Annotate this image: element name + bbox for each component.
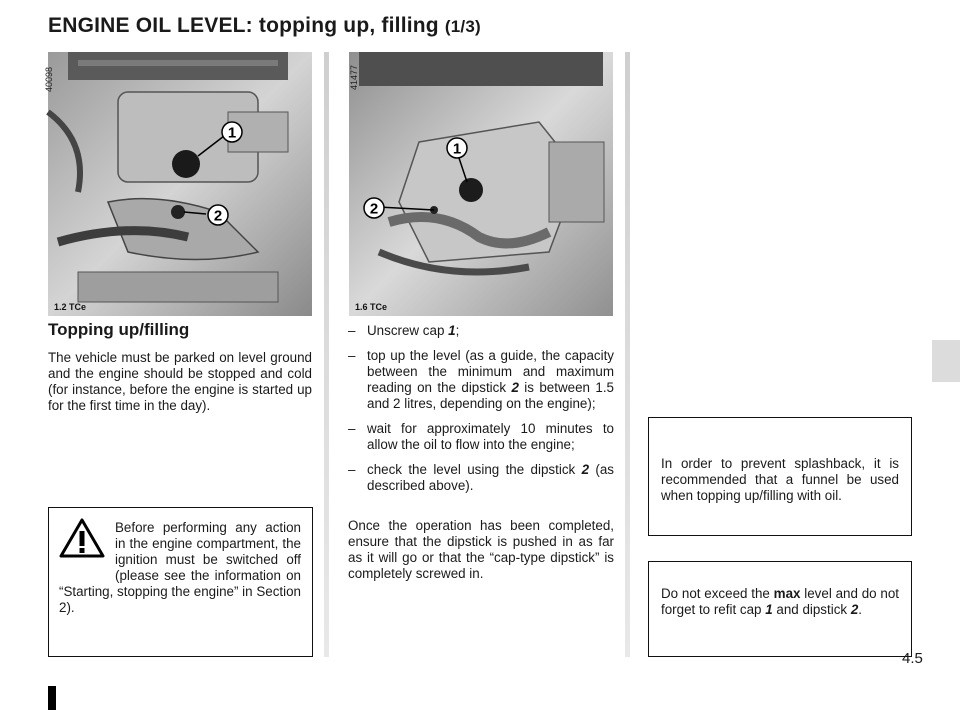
step-text-end: (as described above). [367,462,614,493]
list-dash: – [348,348,356,363]
list-dash: – [348,323,356,338]
column-divider-left [324,52,329,657]
page-title [48,14,481,38]
warning-body: Before performing any action in the engine compartment, the ignition must be switched off (please see the information on “Starting, stopping the engine” in Section 2). [59,520,301,615]
column-divider-right [625,52,630,657]
step-list [348,323,614,503]
note-text: Do not exceed the [661,586,774,601]
note-ref: 2 [850,602,859,617]
list-dash: – [348,462,356,477]
section-heading: Topping up/filling [48,320,190,339]
note-ref: 1 [765,602,773,617]
image-code: 41477 [349,64,359,90]
list-item [348,348,614,412]
image-caption: 1.6 TCe [355,302,388,312]
note-text: . [858,602,862,617]
step-ref: 2 [581,462,590,477]
warning-text [59,520,301,616]
note-bold: max [773,586,801,601]
title-main: ENGINE OIL LEVEL: topping up, filling [48,14,439,37]
warning-box [48,507,313,657]
engine-photo-1-2-tce [44,52,312,316]
step-text: top up the level (as a guide, the capacity between the minimum and maximum reading on the dipstick [367,348,614,395]
icon-spacer [59,520,115,582]
section-tab [932,340,960,382]
step-text: check the level using the dipstick [367,462,582,477]
page-number: 4.5 [902,650,923,667]
funnel-note-box [648,417,912,536]
step-ref: 2 [511,380,519,395]
callout-1: 1 [452,140,462,158]
footer-marker [48,686,56,710]
engine-illustration-icon [48,52,312,316]
engine-illustration-icon [349,52,613,316]
engine-photo-1-6-tce [349,52,613,316]
max-level-note-box [648,561,912,657]
step-ref: 1 [448,323,456,338]
list-item [348,462,614,494]
step-text: wait for approximately 10 minutes to allow the oil to flow into the engine; [367,421,614,452]
note-text: and dipstick [772,602,851,617]
funnel-note-text: In order to prevent splashback, it is recommended that a funnel be used when topping up/filling with oil. [661,456,899,503]
list-dash: – [348,421,356,436]
callout-2: 2 [369,200,379,218]
title-subtitle: (1/3) [444,17,481,36]
max-level-note-text [661,586,899,618]
list-item [348,323,614,339]
list-item [348,421,614,453]
callout-2: 2 [213,207,223,225]
note-text: level and do not forget to refit cap [661,586,899,617]
step-text-end: ; [455,323,460,338]
image-code: 40098 [44,66,54,92]
image-caption: 1.2 TCe [54,302,87,312]
parking-instructions: The vehicle must be parked on level ground and the engine should be stopped and cold (for instance, before the engine is started up for the first time in the day). [48,350,312,413]
step-text: Unscrew cap [367,323,449,338]
step-text-end: is between 1.5 and 2 litres, depending on the engine); [367,380,614,411]
closing-paragraph: Once the operation has been completed, ensure that the dipstick is pushed in as far as it will go or that the “cap-type dipstick” is completely screwed in. [348,518,614,581]
callout-1: 1 [227,124,237,142]
